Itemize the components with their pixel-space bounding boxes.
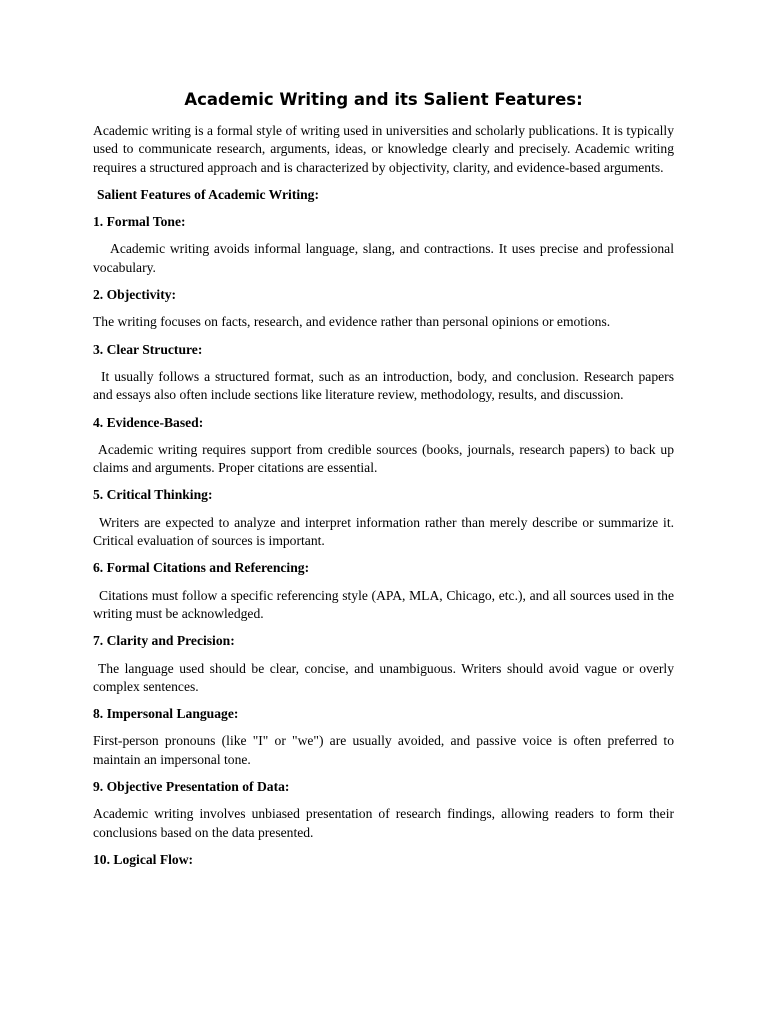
feature-body: It usually follows a structured format, such as an introduction, body, and conclusion. Research papers and essays also often include sections like literature review, methodology, results, and discussion. — [93, 368, 674, 403]
feature-section — [93, 486, 674, 550]
feature-body: Citations must follow a specific referencing style (APA, MLA, Chicago, etc.), and all sources used in the writing must be acknowledged. — [93, 587, 674, 621]
feature-section — [93, 632, 674, 696]
feature-heading: 2. Objectivity: — [93, 287, 177, 303]
feature-body: Writers are expected to analyze and interpret information rather than merely describe or summarize it. Critical evaluation of sources is important. — [93, 514, 674, 549]
feature-section — [93, 414, 674, 478]
feature-body: The writing focuses on facts, research, and evidence rather than personal opinions or emotions. — [93, 314, 611, 330]
feature-body: The language used should be clear, concise, and unambiguous. Writers should avoid vague or overly complex sentences. — [93, 660, 674, 694]
feature-body: First-person pronouns (like "I" or "we") are usually avoided, and passive voice is often preferred to maintain an impersonal tone. — [93, 733, 674, 767]
feature-section — [93, 286, 674, 332]
feature-body: Academic writing requires support from credible sources (books, journals, research papers) to back up claims and arguments. Proper citations are essential. — [93, 441, 674, 476]
feature-heading: 9. Objective Presentation of Data: — [93, 779, 290, 795]
document-title: Academic Writing and its Salient Features: — [184, 90, 583, 109]
feature-section — [93, 341, 674, 405]
feature-body: Academic writing avoids informal language, slang, and contractions. It uses precise and professional vocabulary. — [93, 241, 674, 275]
feature-heading: 8. Impersonal Language: — [93, 706, 239, 722]
feature-section — [93, 851, 674, 869]
feature-section — [93, 213, 674, 277]
feature-body: Academic writing involves unbiased presentation of research findings, allowing readers to form their conclusions based on the data presented. — [93, 806, 674, 840]
feature-section — [93, 559, 674, 623]
features-heading: Salient Features of Academic Writing: — [97, 186, 320, 202]
feature-heading: 7. Clarity and Precision: — [93, 633, 235, 649]
feature-heading: 1. Formal Tone: — [93, 214, 186, 230]
feature-heading: 4. Evidence-Based: — [93, 414, 204, 430]
intro-paragraph: Academic writing is a formal style of writing used in universities and scholarly publications. It is typically used to communicate research, arguments, ideas, or knowledge clearly and precisely. Academic writing requires a structured approach and is characterized by objectivity, clarity, and evidence-based arguments. — [93, 123, 674, 175]
feature-heading: 6. Formal Citations and Referencing: — [93, 560, 310, 576]
document-page — [93, 88, 674, 878]
feature-heading: 10. Logical Flow: — [93, 851, 194, 867]
feature-section — [93, 705, 674, 769]
feature-heading: 5. Critical Thinking: — [93, 487, 213, 503]
feature-heading: 3. Clear Structure: — [93, 341, 203, 357]
feature-section — [93, 778, 674, 842]
